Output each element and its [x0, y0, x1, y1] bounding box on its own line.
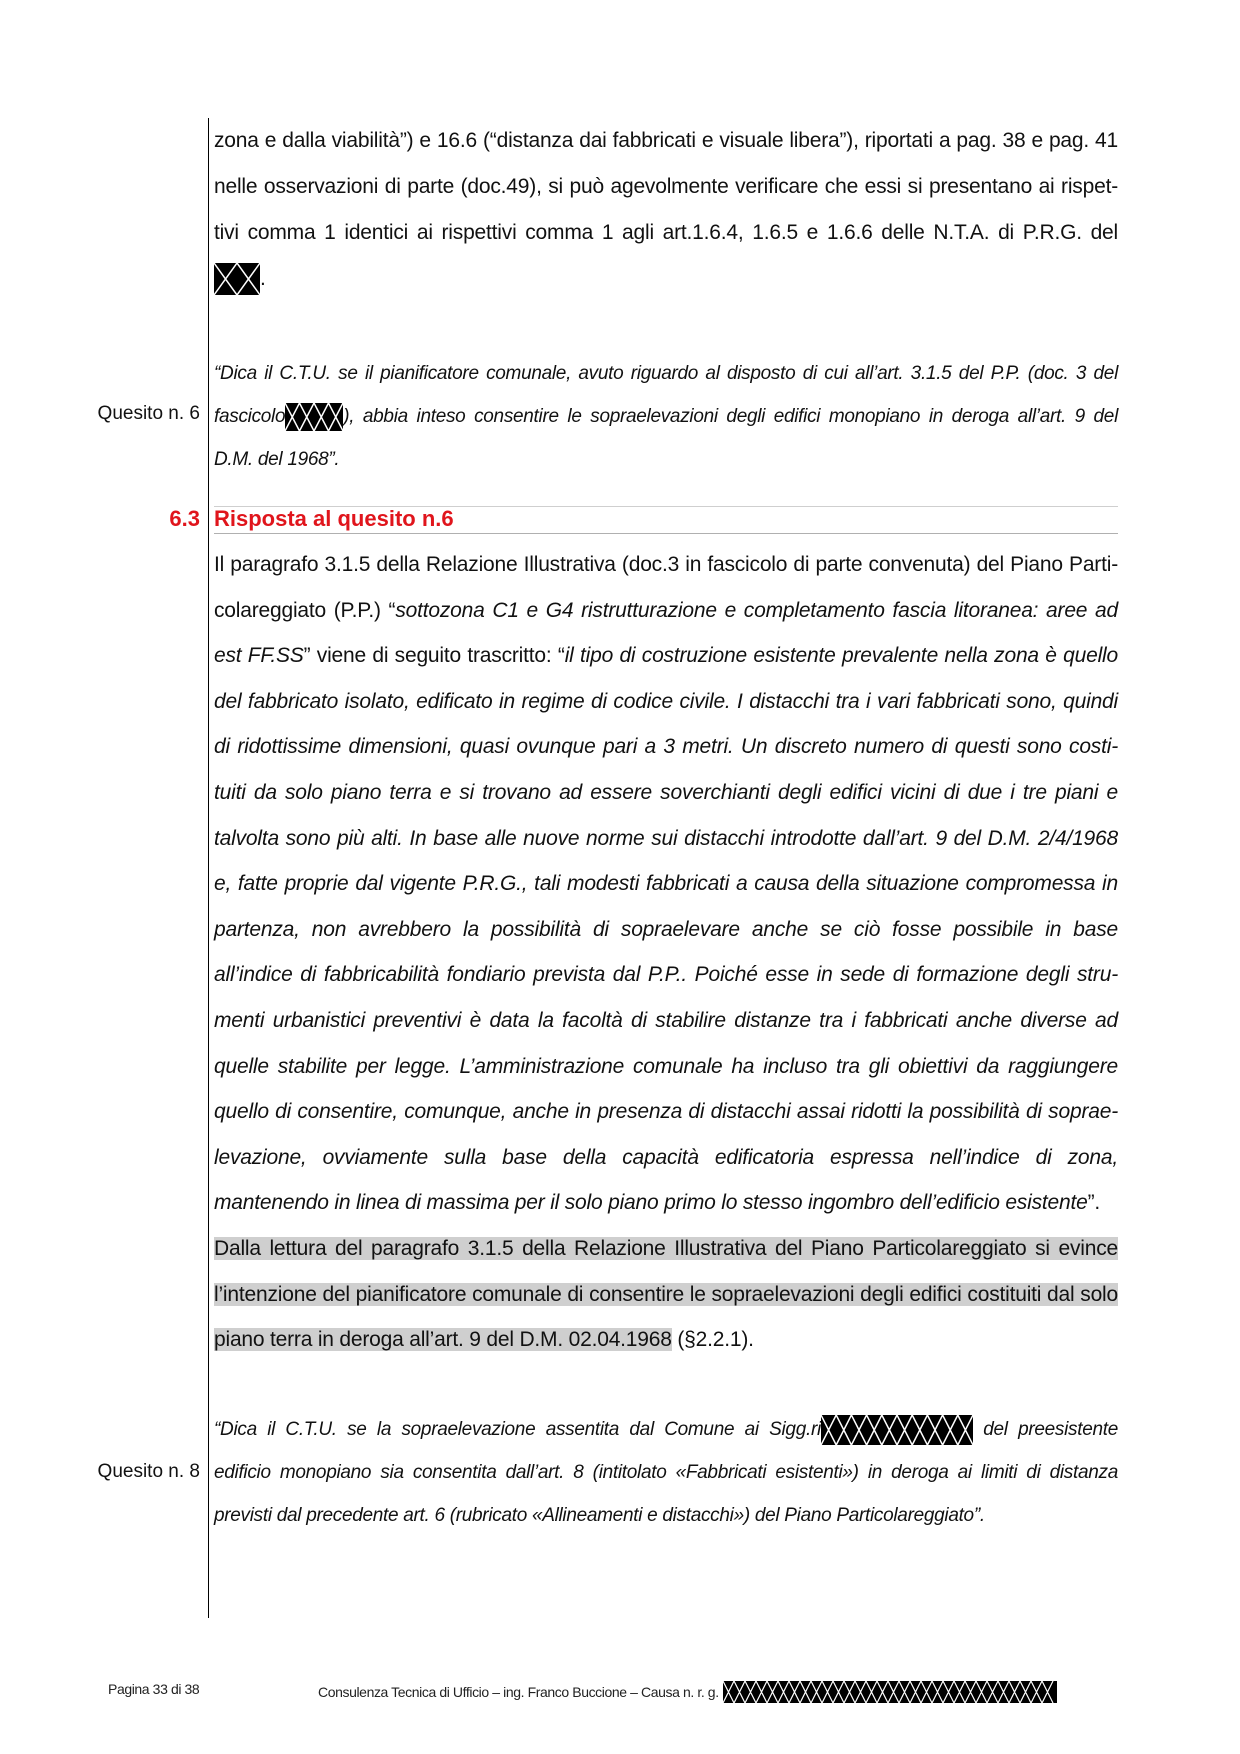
redaction-block: [723, 1681, 1057, 1703]
quesito-6-label: Quesito n. 6: [97, 403, 200, 424]
redaction-block: [285, 403, 343, 431]
highlighted-conclusion: Dalla lettura del paragrafo 3.1.5 della Relazione Illustrativa del Piano Particolareggiato si evince l’intenzione del pianificatore comunale di consentire le sopraelevazioni degli edifici costituiti dal solo piano terra in deroga all’art. 9 del D.M. 02.04.1968: [214, 1236, 1118, 1352]
paragraph-top-line-3: tivi comma 1 identici ai rispettivi comma 1 agli art.1.6.4, 1.6.5 e 1.6.6 delle N.T.A. di P.R.G. del: [214, 221, 1118, 244]
quesito-6-line-1: “Dica il C.T.U. se il pianificatore comunale, avuto riguardo al disposto di cui all’art. 3.1.5 del P.P. (doc. 3 del: [214, 363, 1118, 384]
quesito-8-line-2: edificio monopiano sia consentita dall’art. 8 (intitolato «Fabbricati esistenti») in deroga ai limiti di distanza: [214, 1462, 1118, 1483]
footer-page-number: Pagina 33 di 38: [108, 1681, 200, 1697]
quesito-6-text: [214, 352, 1118, 481]
quesito-8-text: [214, 1408, 1118, 1537]
risposta-paragraph-2: Dalla lettura del paragrafo 3.1.5 della Relazione Illustrativa del Piano Particolareggiato si evince l’intenzione del pianificatore comunale di consentire le sopraelevazioni degli edifici costituiti dal solo piano terra in deroga all’art. 9 del D.M. 02.04.1968 (§2.2.1).: [214, 1236, 1118, 1352]
quesito-8-line-3: previsti dal precedente art. 6 (rubricato «Allineamenti e distacchi») del Piano Particolareggiato”.: [214, 1505, 985, 1526]
paragraph-top: [214, 118, 1118, 302]
paragraph-top-line-2: nelle osservazioni di parte (doc.49), si può agevolmente verificare che essi si presentano ai rispet-: [214, 175, 1118, 198]
quesito-8-label: Quesito n. 8: [97, 1461, 200, 1482]
redaction-block: [214, 263, 260, 295]
risposta-paragraph-1: Il paragrafo 3.1.5 della Relazione Illustrativa (doc.3 in fascicolo di parte convenuta) del Piano Parti-colareggiato (P.P.) “sottozona C1 e G4 ristrutturazione e completamento fascia litoranea: aree ad est FF.SS” viene di seguito trascritto: “il tipo di costruzione esistente prevalente nella zona è quello del fabbricato isolato, edificato in regime di codice civile. I distacchi tra i vari fabbricati sono, quindi di ridottissime dimensioni, quasi ovunque pari a 3 metri. Un discreto numero di questi sono costi-tuiti da solo piano terra e si trovano ad essere soverchianti degli edifici vicini di due i tre piani e talvolta sono più alti. In base alle nuove norme sui distacchi introdotte dall’art. 9 del D.M. 2/4/1968 e, fatte proprie dal vigente P.R.G., tali modesti fabbricati a causa della situazione compromessa in partenza, non avrebbero la possibilità di sopraelevare anche se ciò fosse possibile in base all’indice di fabbricabilità fondiario prevista dal P.P.. Poiché esse in sede di formazione degli stru-menti urbanistici preventivi è data la facoltà di stabilire distanze tra i fabbricati anche diverse ad quelle stabilite per legge. L’amministrazione comunale ha incluso tra gli obiettivi da raggiungere quello di consentire, comunque, anche in presenza di distacchi assai ridotti la possibilità di soprae-levazione, ovviamente sulla base della capacità edificatoria espressa nell’indice di zona, mantenendo in linea di massima per il solo piano primo lo stesso ingombro dell’edificio esistente”.: [214, 553, 1118, 1215]
margin-vertical-rule: [208, 118, 209, 1618]
footer-caption: Consulenza Tecnica di Ufficio – ing. Franco Buccione – Causa n. r. g.: [318, 1681, 1057, 1703]
section-number: 6.3: [169, 506, 200, 531]
quesito-8-line-1: “Dica il C.T.U. se la sopraelevazione assentita dal Comune ai Sigg.ri del preesistente: [214, 1408, 1118, 1451]
risposta-body: [214, 542, 1118, 1363]
section-title: Risposta al quesito n.6: [214, 506, 454, 531]
paragraph-top-line-1: zona e dalla viabilità”) e 16.6 (“distanza dai fabbricati e visuale libera”), riportati a pag. 38 e pag. 41: [214, 129, 1118, 152]
quesito-6-line-3: D.M. del 1968”.: [214, 449, 340, 470]
redaction-block: [821, 1415, 973, 1445]
quesito-6-line-2: fascicolo ), abbia inteso consentire le sopraelevazioni degli edifici monopiano in deroga all’art. 9 del: [214, 395, 1118, 438]
paragraph-top-line-4: .: [214, 256, 1118, 302]
